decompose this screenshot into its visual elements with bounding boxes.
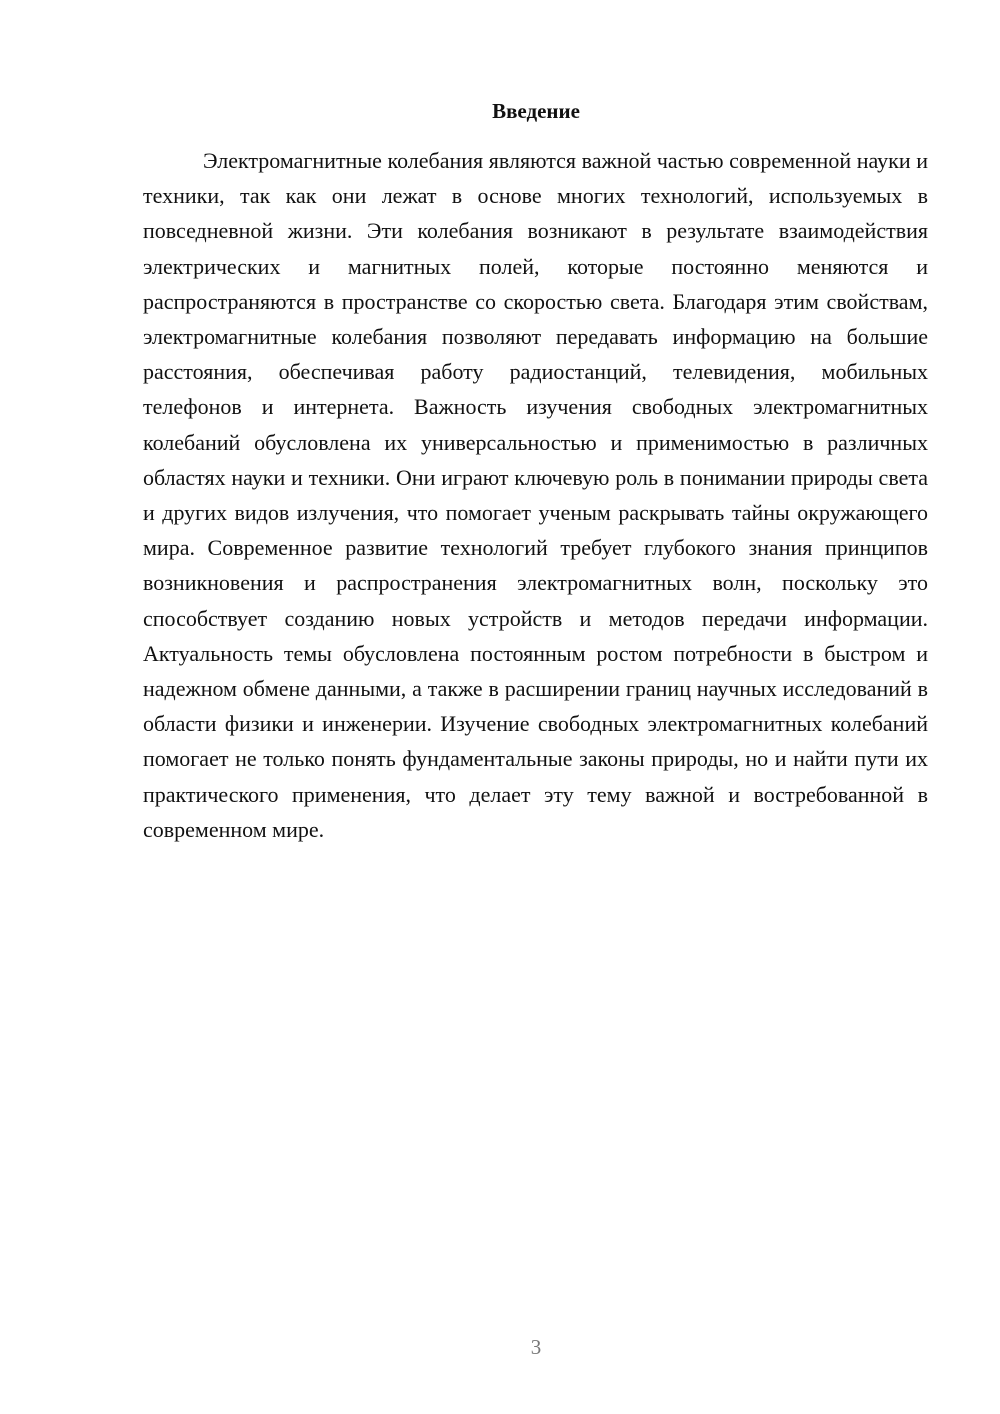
body-paragraph: Электромагнитные колебания являются важной частью современной науки и техники, так как они лежат в основе многих технологий, используемых в повседневной жизни. Эти колебания возникают в результате взаимодействия электрических и магнитных полей, которые постоянно меняются и распространяются в пространстве со скоростью света. Благодаря этим свойствам, электромагнитные колебания позволяют передавать информацию на большие расстояния, обеспечивая работу радиостанций, телевидения, мобильных телефонов и интернета. Важность изучения свободных электромагнитных колебаний обусловлена их универсальностью и применимостью в различных областях науки и техники. Они играют ключевую роль в понимании природы света и других видов излучения, что помогает ученым раскрывать тайны окружающего мира. Современное развитие технологий требует глубокого знания принципов возникновения и распространения электромагнитных волн, поскольку это способствует созданию новых устройств и методов передачи информации. Актуальность темы обусловлена постоянным ростом потребности в быстром и надежном обмене данными, а также в расширении границ научных исследований в области физики и инженерии. Изучение свободных электромагнитных колебаний помогает не только понять фундаментальные законы природы, но и найти пути их практического применения, что делает эту тему важной и востребованной в современном мире.: [143, 148, 928, 842]
page-number: 3: [530, 1335, 542, 1359]
section-heading: Введение: [492, 99, 580, 123]
